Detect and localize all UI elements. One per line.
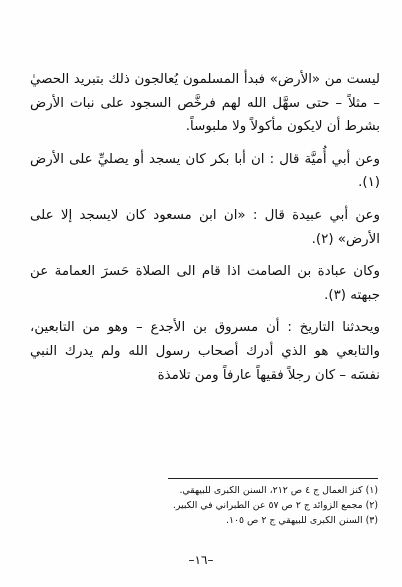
footnote-divider <box>168 478 378 479</box>
page-number: –١٦– <box>188 553 214 567</box>
footnote: (٢) مجمع الزوائد ج ٢ ص ٥٧ عن الطبراني في الكبير. <box>172 499 378 511</box>
paragraph: وعن أبي عبيدة قال : «ان ابن مسعود كان لايسجد إلا على الأرض» (٢). <box>30 207 380 247</box>
paragraph: وكان عبادة بن الصامت اذا قام الى الصلاة حَسرَ العمامة عن جبهته (٣). <box>30 264 380 303</box>
footnote: (٣) السنن الكبرى للبيهقي ج ٢ ص ١٠٥. <box>225 514 378 526</box>
footnotes <box>150 484 378 528</box>
paragraph: ليست من «الأرض» فبدأ المسلمون يُعالجون ذلك بتبريد الحصيٰ – مثلاً – حتى سهَّل الله لهم فرخَّص السجود على نبات الأرض بشرط أن لايكون مأكولاً ولا ملبوساً. <box>30 72 380 135</box>
paragraph: وعن أبي أُميَّة قال : ان أبا بكر كان يسجد أو يصليِّ على الأرض (١). <box>30 151 380 191</box>
body-text <box>30 68 380 387</box>
footnote: (١) كنز العمال ج ٤ ص ٢١٢، السنن الكبرى للبيهقي. <box>179 485 378 496</box>
paragraph: ويحدثنا التاريخ : أن مسروق بن الأجدع – وهو من التابعين، والتابعي هو الذي أدرك أصحاب رسول الله ولم يدرك النبي نفسَه – كان رجلاً فقيهاً عارفاً ومن تلامذة <box>30 320 380 383</box>
